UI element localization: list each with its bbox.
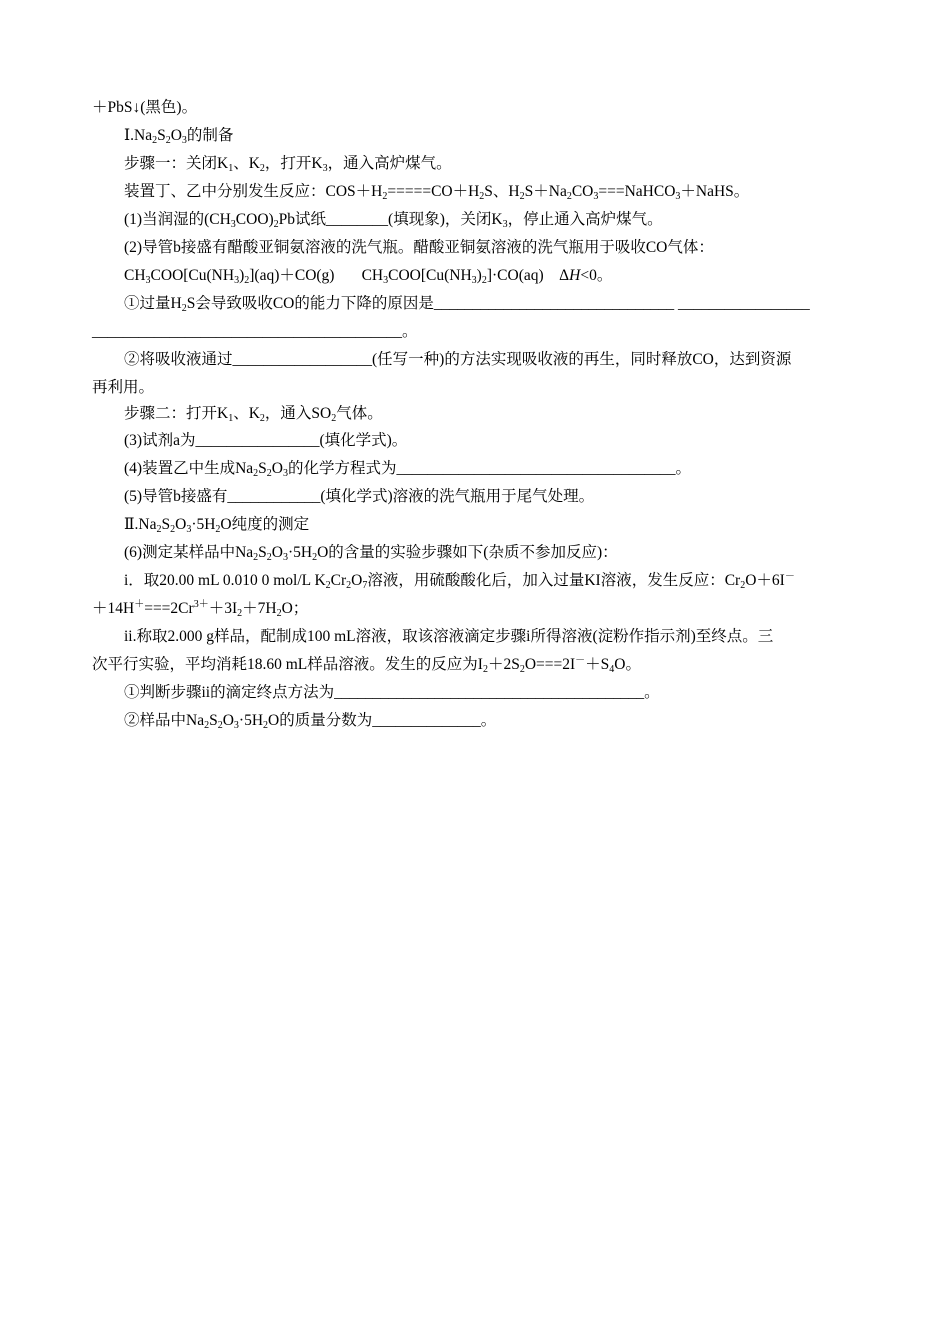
question-5: (5)导管b接盛有____________(填化学式)溶液的洗气瓶用于尾气处理。 — [124, 488, 595, 505]
text-line: $+14H^+===2Cr^{3+}+3I_2+7H_2O$； — [92, 599, 309, 619]
text-line: 装置丁、乙中分别发生反应：$COS+H_2=====CO+H_2S$、$H_2S+Na_2CO_3===NaHCO_3+NaHS$。 — [124, 183, 750, 202]
text-line: 步骤一：关闭$K_1$、$K_2$，打开$K_3$，通入高炉煤气。 — [124, 155, 452, 174]
section-heading-purity: $Ⅱ.Na_2S_2O_3\cdot 5H_2O$纯度的测定 — [124, 516, 310, 535]
question-1: (1)当润湿的$(CH_3COO)_2Pb$试纸________(填现象)，关闭$K_3$，停止通入高炉煤气。 — [124, 211, 663, 230]
text-line: i．取20.00 mL 0.010 0 mol/L $K_2Cr_2O_7$溶液，用硫酸酸化后，加入过量KI溶液，发生反应：$Cr_2O+6I^-$ — [124, 571, 795, 591]
question-6: (6)测定某样品中$Na_2S_2O_3\cdot 5H_2O$的含量的实验步骤如下(杂质不参加反应)： — [124, 544, 618, 563]
text-line: 次平行实验，平均消耗18.60 mL样品溶液。发生的反应为$I_2+2S_2O===2I^-+S_4O$。 — [92, 655, 641, 675]
text-line: ＋PbS↓(黑色)。 — [92, 99, 198, 116]
section-heading-preparation: $Ⅰ.Na_2S_2O_3$的制备 — [124, 127, 234, 146]
text-line: ②样品中$Na_2S_2O_3\cdot 5H_2O$的质量分数为______________。 — [124, 712, 497, 731]
question-4: (4)装置乙中生成$Na_2S_2O_3$的化学方程式为____________________________________。 — [124, 460, 691, 479]
text-line: ①过量$H_2S$会导致吸收CO的能力下降的原因是_______________________________ _________________ — [124, 295, 810, 314]
text-line: ②将吸收液通过__________________(任写一种)的方法实现吸收液的再生，同时释放CO，达到资源 — [124, 351, 792, 368]
text-line: ①判断步骤ii的滴定终点方法为________________________________________。 — [124, 684, 660, 701]
text-line: 再利用。 — [92, 379, 155, 396]
question-3: (3)试剂a为________________(填化学式)。 — [124, 432, 408, 449]
text-line: ii.称取2.000 g样品，配制成100 mL溶液，取该溶液滴定步骤i所得溶液(淀粉作指示剂)至终点。三 — [124, 628, 774, 645]
text-line: 步骤二：打开$K_1$、$K_2$，通入$SO_2$气体。 — [124, 405, 383, 424]
equation-line: $CH_3COO[Cu(NH_3)_2](aq)+CO(g)$ $CH_3COO[Cu(NH_3)_2]\cdot CO(aq)$ ΔH<0。 — [124, 267, 613, 286]
text-line: ________________________________________。 — [92, 323, 418, 340]
question-2: (2)导管b接盛有醋酸亚铜氨溶液的洗气瓶。醋酸亚铜氨溶液的洗气瓶用于吸收CO气体： — [124, 239, 714, 256]
